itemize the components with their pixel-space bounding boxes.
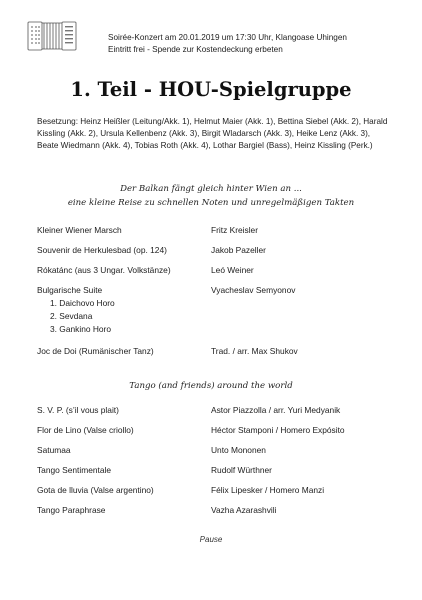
admission-line: Eintritt frei - Spende zur Kostendeckung erbeten — [108, 45, 283, 54]
cast-list: Besetzung: Heinz Heißler (Leitung/Akk. 1), Helmut Maier (Akk. 1), Bettina Siebel (Akk. 2), Harald Kissling (Akk. 2), Ursula Kellenbenz (Akk. 3), Birgit Wladarsch (Akk. 3), Heike Lenz (Akk. 3), Beate Wiedmann (Akk. 4), Tobias Roth (Akk. 4), Lothar Bargiel (Bass), Heinz Kissling (Perk.) — [37, 117, 388, 150]
suite-movement: 3. Gankino Horo — [50, 324, 111, 334]
composer-name: Héctor Stamponi / Homero Expósito — [211, 425, 345, 435]
piece-title: Bulgarische Suite — [37, 285, 103, 295]
composer-name: Leó Weiner — [211, 265, 254, 275]
composer-name: Félix Lipesker / Homero Manzi — [211, 485, 325, 495]
composer-name: Rudolf Würthner — [211, 465, 272, 475]
concert-date-line: Soirée-Konzert am 20.01.2019 um 17:30 Uhr, Klangoase Uhingen — [108, 33, 347, 42]
section1-tagline-1: Der Balkan fängt gleich hinter Wien an ... — [120, 184, 302, 194]
composer-name: Vazha Azarashvili — [211, 505, 277, 515]
suite-movement: 1. Daichovo Horo — [50, 298, 115, 308]
concert-info — [108, 32, 347, 56]
composer-name: Astor Piazzolla / arr. Yuri Medyanik — [211, 405, 341, 415]
composer-name: Trad. / arr. Max Shukov — [211, 346, 298, 356]
page-title: 1. Teil - HOU-Spielgruppe — [70, 78, 352, 101]
piece-title: Gota de lluvia (Valse argentino) — [37, 485, 154, 495]
piece-title: Joc de Doi (Rumänischer Tanz) — [37, 346, 154, 356]
piece-title: Rókatánc (aus 3 Ungar. Volkstänze) — [37, 265, 171, 275]
piece-title: S. V. P. (s’il vous plait) — [37, 405, 119, 415]
suite-movement: 2. Sevdana — [50, 311, 93, 321]
composer-name: Vyacheslav Semyonov — [211, 285, 296, 295]
composer-name: Unto Mononen — [211, 445, 266, 455]
section2-tagline: Tango (and friends) around the world — [129, 381, 293, 391]
piece-title: Tango Sentimentale — [37, 465, 112, 475]
piece-title: Satumaa — [37, 445, 71, 455]
accordion-logo-icon — [22, 8, 92, 54]
piece-title: Flor de Lino (Valse criollo) — [37, 425, 134, 435]
piece-title: Tango Paraphrase — [37, 505, 106, 515]
composer-name: Fritz Kreisler — [211, 225, 258, 235]
piece-title: Kleiner Wiener Marsch — [37, 225, 122, 235]
composer-name: Jakob Pazeller — [211, 245, 266, 255]
intermission-label: Pause — [199, 535, 223, 544]
piece-title: Souvenir de Herkulesbad (op. 124) — [37, 245, 167, 255]
section1-tagline-2: eine kleine Reise zu schnellen Noten und unregelmäßigen Takten — [67, 198, 355, 208]
